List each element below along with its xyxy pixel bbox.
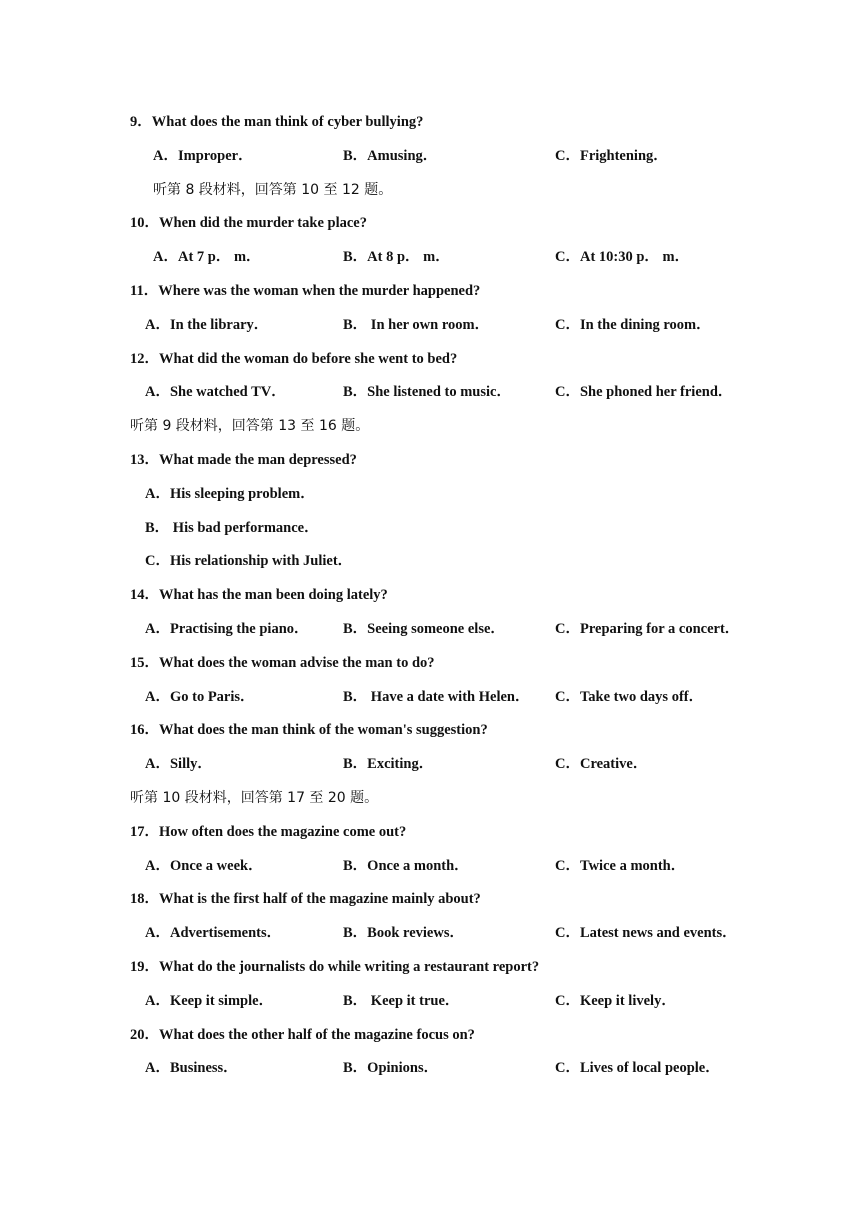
option-c: C．Lives of local people． xyxy=(555,1060,720,1076)
option-b: B．Exciting． xyxy=(343,756,434,772)
question-text: 20．What does the other half of the magazine focus on? xyxy=(130,1027,475,1043)
option-c: C．Preparing for a concert． xyxy=(555,621,740,637)
question-text: 19．What do the journalists do while writing a restaurant report? xyxy=(130,959,540,975)
question-text: 13．What made the man depressed? xyxy=(130,452,357,468)
option-a: A．Advertisements． xyxy=(145,925,282,941)
option-c: C．In the dining room． xyxy=(555,317,711,333)
option-a: A．Go to Paris． xyxy=(145,689,255,705)
option-a: A．She watched TV． xyxy=(145,384,286,400)
question-text: 9．What does the man think of cyber bullying? xyxy=(130,114,424,130)
option-b: B． In her own room． xyxy=(343,317,490,333)
option-c: C．Creative． xyxy=(555,756,648,772)
option-a: A．Keep it simple． xyxy=(145,993,274,1009)
option-c: C．Twice a month． xyxy=(555,858,686,874)
option: A．His sleeping problem． xyxy=(145,486,315,502)
section-instruction: 听第 10 段材料，回答第 17 至 20 题。 xyxy=(130,790,379,806)
question-text: 17．How often does the magazine come out? xyxy=(130,824,407,840)
option-c: C．Frightening． xyxy=(555,148,668,164)
question-text: 18．What is the first half of the magazine mainly about? xyxy=(130,891,481,907)
option-b: B．Amusing． xyxy=(343,148,438,164)
option-b: B． Keep it true． xyxy=(343,993,460,1009)
section-instruction: 听第 8 段材料，回答第 10 至 12 题。 xyxy=(153,182,393,198)
question-text: 14．What has the man been doing lately? xyxy=(130,587,388,603)
question-text: 15．What does the woman advise the man to do? xyxy=(130,655,435,671)
question-text: 10．When did the murder take place? xyxy=(130,215,367,231)
question-text: 12．What did the woman do before she went to bed? xyxy=(130,351,458,367)
option-b: B．Opinions． xyxy=(343,1060,439,1076)
option-b: B． Have a date with Helen． xyxy=(343,689,530,705)
option-a: A．Practising the piano． xyxy=(145,621,309,637)
question-text: 16．What does the man think of the woman's suggestion? xyxy=(130,722,488,738)
option: C．His relationship with Juliet． xyxy=(145,553,353,569)
option-c: C．Keep it lively． xyxy=(555,993,676,1009)
option-a: A．In the library． xyxy=(145,317,269,333)
option-b: B．She listened to music． xyxy=(343,384,511,400)
option-a: A．Business． xyxy=(145,1060,238,1076)
question-text: 11．Where was the woman when the murder happened? xyxy=(130,283,481,299)
option-a: A．Once a week． xyxy=(145,858,263,874)
option-c: C．Take two days off． xyxy=(555,689,704,705)
option-a: A．Improper． xyxy=(153,148,253,164)
option-b: B．Once a month． xyxy=(343,858,469,874)
option-a: A．Silly． xyxy=(145,756,212,772)
option-c: C．At 10:30 p． m． xyxy=(555,249,690,265)
option-b: B．Seeing someone else． xyxy=(343,621,505,637)
section-instruction: 听第 9 段材料，回答第 13 至 16 题。 xyxy=(130,418,370,434)
option: B． His bad performance． xyxy=(145,520,319,536)
option-b: B．At 8 p． m． xyxy=(343,249,450,265)
option-c: C．Latest news and events． xyxy=(555,925,737,941)
option-c: C．She phoned her friend． xyxy=(555,384,733,400)
option-a: A．At 7 p． m． xyxy=(153,249,261,265)
option-b: B．Book reviews． xyxy=(343,925,464,941)
